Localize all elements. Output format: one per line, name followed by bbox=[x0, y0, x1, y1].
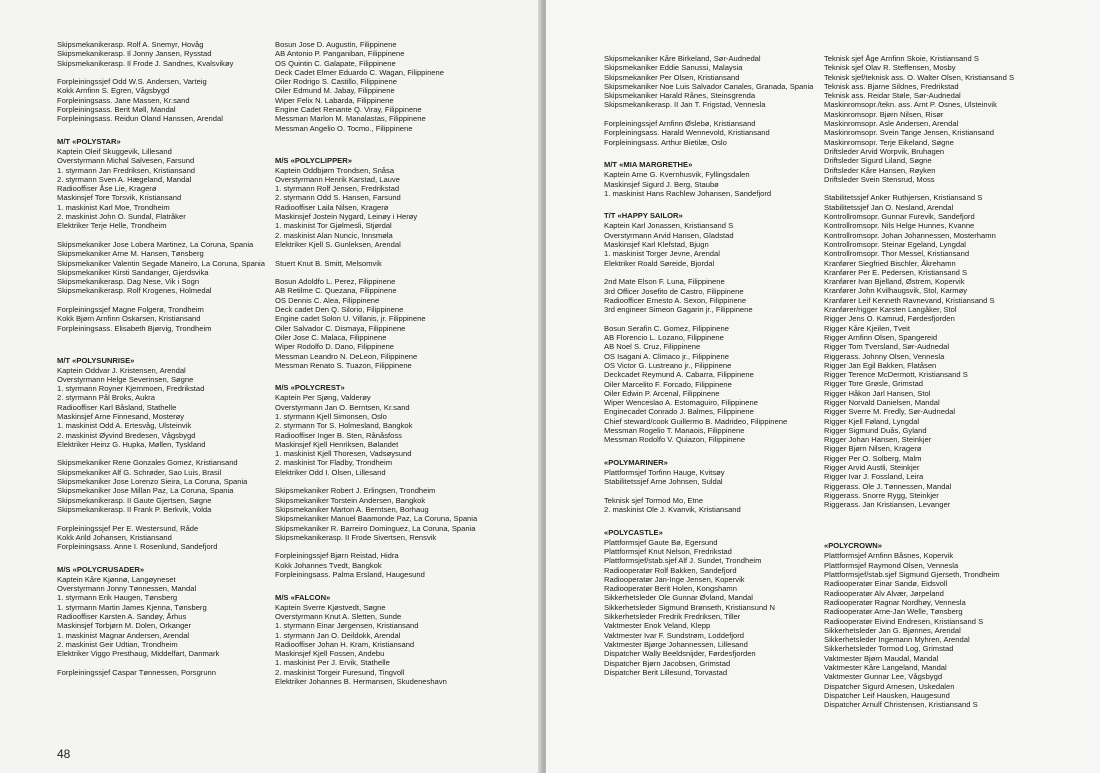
crew-entry: Plattformsjef Knut Nelson, Fredrikstad bbox=[604, 546, 732, 556]
crew-entry: Kaptein Oleif Skuggevik, Lillesand bbox=[57, 146, 172, 156]
ship-heading: «POLYMARINER» bbox=[604, 457, 668, 467]
crew-entry: Maskinromsopr. Bjørn Nilsen, Risør bbox=[824, 109, 944, 119]
crew-column-left-1 bbox=[57, 40, 265, 677]
crew-entry: Forpleiningsass. Reidun Oland Hanssen, Arendal bbox=[57, 114, 223, 124]
crew-entry: Maskinromsopr./tekn. ass. Arnt P. Osnes, Ulsteinvik bbox=[824, 100, 997, 110]
crew-entry: Kranfører Leif Kenneth Ravnevand, Kristiansand S bbox=[824, 295, 995, 305]
crew-entry: Rigger Jens O. Kamrud, Førdesfjorden bbox=[824, 314, 955, 324]
crew-entry: Skipsmekaniker Torstein Andersen, Bangkok bbox=[275, 495, 426, 505]
crew-entry: Rigger Ivar J. Fossland, Leira bbox=[824, 472, 924, 482]
spacer bbox=[275, 142, 477, 151]
crew-entry: Skipsmekanikerasp. Rolf Krogenes, Holmedal bbox=[57, 286, 212, 296]
crew-entry: Rigger Terence McDermott, Kristiansand S bbox=[824, 370, 968, 380]
spacer bbox=[57, 514, 265, 523]
crew-entry: Forpleiningsass. Jane Massen, Kr.sand bbox=[57, 95, 190, 105]
crew-entry: Maskinsjef Tore Torsvik, Kristiansand bbox=[57, 193, 182, 203]
crew-entry: Rigger Sigmund Duås, Gyland bbox=[824, 425, 927, 435]
spacer bbox=[57, 658, 265, 667]
crew-entry: AB Antonio P. Panganiban, Filippinene bbox=[275, 49, 405, 59]
crew-entry: Skipsmekaniker Jose Lobera Martinez, La Coruna, Spania bbox=[57, 239, 254, 249]
spacer bbox=[604, 110, 813, 119]
crew-entry: Kokk Arnfinn S. Egren, Vågsbygd bbox=[57, 86, 170, 96]
crew-entry: AB Florencio L. Lozano, Filippinene bbox=[604, 333, 724, 343]
crew-entry: Oiler Marcelito F. Forcado, Filippinene bbox=[604, 379, 732, 389]
crew-entry: Rigger Kjell Føland, Lyngdal bbox=[824, 416, 920, 426]
crew-entry: Kaptein Oddbjørn Trondsen, Snåsa bbox=[275, 165, 395, 175]
crew-entry: Dispatcher Berit Lillesund, Torvastad bbox=[604, 667, 728, 677]
crew-entry: 2. styrmann Odd S. Hansen, Farsund bbox=[275, 193, 401, 203]
crew-column-left-2 bbox=[275, 40, 477, 686]
crew-entry: Kaptein Kåre Kjønnø, Langøyneset bbox=[57, 574, 176, 584]
crew-entry: Overstyrmann Helge Severinsen, Søgne bbox=[57, 374, 194, 384]
crew-entry: Kokk Bjørn Arnfinn Oskarsen, Kristiansand bbox=[57, 314, 201, 324]
crew-entry: Deck Cadet Elmer Eduardo C. Wagan, Filippinene bbox=[275, 67, 444, 77]
crew-entry: Elektriker Terje Helle, Trondheim bbox=[57, 221, 167, 231]
page-number: 48 bbox=[57, 747, 71, 761]
crew-entry: 1. maskinist Tor Gjølmesli, Stjørdal bbox=[275, 221, 392, 231]
crew-entry: Maskinromsopr. Terje Eikeland, Søgne bbox=[824, 137, 954, 147]
crew-entry: 1. styrmann Rolf Jensen, Fredrikstad bbox=[275, 184, 400, 194]
crew-entry: OS Victor G. Lustreano jr., Filippinene bbox=[604, 360, 732, 370]
crew-entry: Kaptein Arne G. Kvernhusvik, Fyllingsdalen bbox=[604, 170, 750, 180]
crew-entry: Elektriker Viggo Presthaug, Middelfart, Danmark bbox=[57, 649, 220, 659]
spacer bbox=[275, 249, 477, 258]
crew-entry: Skipsmekanikerasp. Dag Nese, Vik i Sogn bbox=[57, 277, 200, 287]
crew-entry: Forpleiningssjef Per E. Westersund, Råde bbox=[57, 523, 199, 533]
crew-entry: Enginecadet Conrado J. Balmes, Filippinene bbox=[604, 407, 754, 417]
crew-entry: Overstyrmann Jan O. Berntsen, Kr.sand bbox=[275, 402, 410, 412]
crew-column-right-1 bbox=[604, 54, 813, 677]
crew-entry: Skipsmekaniker Marton A. Berntsen, Borhaug bbox=[275, 504, 429, 514]
crew-entry: 2. styrmann Pål Broks, Aukra bbox=[57, 393, 155, 403]
spacer bbox=[604, 198, 813, 207]
crew-entry: Radiooffiser Inger B. Sten, Rånåsfoss bbox=[275, 430, 402, 440]
crew-entry: Rigger Håkon Jarl Hansen, Stol bbox=[824, 388, 931, 398]
crew-entry: Vaktmester Kåre Langeland, Mandal bbox=[824, 663, 947, 672]
crew-entry: Engine cadet Solon U. Villanis, jr. Filippinene bbox=[275, 314, 426, 324]
crew-entry: Radioofficer Ernesto A. Sexon, Filippinene bbox=[604, 295, 747, 305]
crew-entry: Skipsmekaniker Rene Gonzales Gomez, Kristiansand bbox=[57, 458, 238, 468]
crew-entry: 2. maskinist Geir Udtian, Trondheim bbox=[57, 639, 178, 649]
crew-entry: Radiooperatør Ragnar Nordhøy, Vennesla bbox=[824, 597, 966, 607]
crew-entry: Kokk Arild Johansen, Kristiansand bbox=[57, 532, 172, 542]
spacer bbox=[275, 542, 477, 551]
crew-entry: Forpleiningsass. Arthur Bietilæ, Oslo bbox=[604, 137, 727, 147]
crew-entry: Rigger Arnfinn Olsen, Spangereid bbox=[824, 332, 938, 342]
crew-entry: Engine Cadet Renante Q. Viray, Filippinene bbox=[275, 105, 422, 115]
crew-entry: Overstyrmann Henrik Karstad, Lauve bbox=[275, 174, 400, 184]
spacer bbox=[57, 124, 265, 133]
crew-entry: Riggerass. Johnny Olsen, Vennesla bbox=[824, 351, 945, 361]
crew-entry: Teknisk ass. Reidar Støle, Sør-Audnedal bbox=[824, 91, 961, 101]
crew-entry: Maskinromsopr. Svein Tange Jensen, Kristiansand bbox=[824, 128, 994, 138]
spacer bbox=[824, 184, 1014, 193]
crew-entry: 2. maskinist Torgeir Furesund, Tingvoll bbox=[275, 667, 405, 677]
crew-entry: 1. maskinist Magnar Andersen, Arendal bbox=[57, 630, 190, 640]
crew-entry: Messman Marlon M. Manalastas, Filippinene bbox=[275, 114, 426, 124]
crew-entry: Deck cadet Den Q. Silorio, Filippinene bbox=[275, 305, 404, 315]
crew-entry: Skipsmekaniker Eddie Sanussi, Malaysia bbox=[604, 63, 743, 73]
crew-entry: Teknisk sjef Åge Arnfinn Skoie, Kristiansand S bbox=[824, 54, 979, 63]
spacer bbox=[57, 231, 265, 240]
crew-entry: Kranfører Per E. Pedersen, Kristiansand S bbox=[824, 267, 968, 277]
crew-entry: Elektriker Roald Søreide, Bjordal bbox=[604, 258, 715, 268]
crew-entry: Rigger Norvald Danielsen, Mandal bbox=[824, 397, 940, 407]
crew-entry: Stuert Knut B. Smitt, Melsomvik bbox=[275, 258, 382, 268]
spacer bbox=[275, 370, 477, 379]
crew-entry: Skipsmekanikerasp. II Frank P. Berkvik, Volda bbox=[57, 504, 212, 514]
crew-entry: Elektriker Kjell S. Gunleksen, Arendal bbox=[275, 239, 401, 249]
crew-entry: Wiper Rodolfo D. Dano, Filippinene bbox=[275, 342, 395, 352]
crew-entry: Messman Angelio O. Tocmo., Filippinene bbox=[275, 123, 413, 133]
left-page bbox=[0, 0, 542, 773]
spacer bbox=[604, 445, 813, 454]
crew-entry: OS Dennis C. Alea, Filippinene bbox=[275, 295, 380, 305]
crew-entry: 2. maskinist Øyvind Bredesen, Vågsbygd bbox=[57, 430, 196, 440]
crew-entry: Sikkerhetsleder Ingemann Myhren, Arendal bbox=[824, 635, 970, 645]
crew-entry: Bosun Serafin C. Gomez, Filippinene bbox=[604, 323, 729, 333]
crew-entry: Sikkerhetsleder Tormod Log, Grimstad bbox=[824, 644, 954, 654]
crew-entry: Wiper Wenceslao A. Estomaguiro, Filippinene bbox=[604, 398, 758, 408]
crew-entry: Oiler Edwin P. Arcenal, Filippinene bbox=[604, 388, 720, 398]
crew-entry: Sikkerhetsleder Fredrik Fredriksen, Tiller bbox=[604, 612, 741, 622]
spacer bbox=[604, 314, 813, 323]
crew-entry: 1. maskinist Karl Moe, Trondheim bbox=[57, 202, 170, 212]
crew-entry: Forpleiningsass. Harald Wennevold, Kristiansand bbox=[604, 128, 770, 138]
crew-entry: Teknisk ass. Bjarne Sildnes, Fredrikstad bbox=[824, 81, 959, 91]
spacer bbox=[275, 579, 477, 588]
crew-entry: Messman Renato S. Tuazon, Filippinene bbox=[275, 360, 412, 370]
crew-entry: 2nd Mate Elson F. Luna, Filippinene bbox=[604, 277, 725, 287]
spacer bbox=[57, 449, 265, 458]
crew-entry: Dispatcher Leif Hausken, Haugesund bbox=[824, 690, 950, 700]
crew-entry: Skipsmekaniker R. Barreiro Dominguez, La Coruna, Spania bbox=[275, 523, 476, 533]
crew-entry: 2. styrmann Tor S. Holmesland, Bangkok bbox=[275, 421, 413, 431]
crew-entry: Bosun Adoldfo L. Perez, Filippinene bbox=[275, 277, 396, 287]
crew-entry: Driftsleder Kåre Hansen, Røyken bbox=[824, 165, 936, 175]
crew-entry: Skipsmekaniker Kirsti Sandanger, Gjerdsvika bbox=[57, 267, 209, 277]
crew-entry: Radiooperatør Berit Holen, Kongshamn bbox=[604, 584, 737, 594]
crew-entry: Plattformsjef/stab.sjef Sigmund Gjerseth, Trondheim bbox=[824, 570, 1000, 580]
crew-entry: Radiooffiser Laila Nilsen, Kragerø bbox=[275, 202, 389, 212]
crew-entry: Driftsleder Svein Stensrud, Moss bbox=[824, 174, 935, 184]
crew-entry: Kontrollromsopr. Thor Messel, Kristiansand bbox=[824, 249, 970, 259]
crew-entry: Overstyrmann Jonny Tønnessen, Mandal bbox=[57, 584, 197, 594]
crew-entry: Plattformsjef Torfinn Hauge, Kvitsøy bbox=[604, 467, 725, 477]
crew-entry: Skipsmekanikerasp. Il Frode J. Sandnes, Kvalsvikøy bbox=[57, 58, 234, 68]
crew-entry: Skipsmekaniker Harald Rånes, Steinsgrenda bbox=[604, 91, 756, 101]
crew-entry: Teknisk sjef/teknisk ass. O. Walter Olsen, Kristiansand S bbox=[824, 72, 1015, 82]
crew-entry: 1. styrmann Kjell Simonsen, Oslo bbox=[275, 411, 387, 421]
ship-heading: T/T «HAPPY SAILOR» bbox=[604, 211, 683, 221]
spacer bbox=[824, 510, 1014, 519]
crew-entry: Skipsmekanikerasp. II Gaute Gjertsen, Søgne bbox=[57, 495, 212, 505]
spacer bbox=[57, 342, 265, 351]
crew-entry: Sikkerhetsleder Ole Gunnar Øvland, Mandal bbox=[604, 593, 753, 603]
crew-entry: Forpleiningsass. Elisabeth Bjørvig, Trondheim bbox=[57, 323, 212, 333]
crew-entry: Riggerass. Ole J. Tønnessen, Mandal bbox=[824, 481, 952, 491]
crew-entry: Skipsmekaniker Valentin Segade Maneiro, La Coruna, Spania bbox=[57, 258, 265, 268]
crew-entry: Elektriker Heinz G. Hupka, Møllen, Tyskland bbox=[57, 439, 206, 449]
crew-entry: Rigger Johan Hansen, Steinkjer bbox=[824, 435, 932, 445]
crew-entry: 3rd Officer Josefito de Castro, Filippinene bbox=[604, 286, 744, 296]
crew-entry: AB Retilme C. Quezana, Filippinene bbox=[275, 286, 397, 296]
crew-entry: Kranfører John Kvilhaugsvik, Stol, Karmøy bbox=[824, 286, 968, 296]
crew-entry: Elektriker Odd I. Olsen, Lillesand bbox=[275, 467, 386, 477]
crew-entry: Forpleiningsass. Berit Møll, Mandal bbox=[57, 105, 176, 115]
crew-entry: Dispatcher Sigurd Arnesen, Uskedalen bbox=[824, 681, 955, 691]
crew-entry: Dispatcher Wally Beeldsnijder, Førdesfjorden bbox=[604, 649, 756, 659]
crew-entry: Plattformsjef Arnfinn Båsnes, Kopervik bbox=[824, 551, 954, 561]
ship-heading: M/T «POLYSUNRISE» bbox=[57, 355, 135, 365]
spacer bbox=[275, 477, 477, 486]
crew-entry: Skipsmekaniker Jose Millan Paz, La Coruna, Spania bbox=[57, 486, 234, 496]
crew-entry: Forpleiningsass. Anne I. Rosenlund, Sandefjord bbox=[57, 542, 218, 552]
crew-entry: 1. styrmann Jan Fredriksen, Kristiansand bbox=[57, 165, 196, 175]
crew-entry: Kontrollromsopr. Steinar Egeland, Lyngdal bbox=[824, 239, 966, 249]
crew-entry: Messman Leandro N. DeLeon, Filippinene bbox=[275, 351, 418, 361]
crew-entry: Riggerass. Snorre Rygg, Steinkjer bbox=[824, 490, 939, 500]
crew-entry: Oiler Rodrigo S. Castillo, Filippinene bbox=[275, 77, 397, 87]
crew-entry: 1. maskinist Torger Jevne, Arendal bbox=[604, 249, 720, 259]
crew-entry: Maskinsjef Kjell Henriksen, Bølandet bbox=[275, 439, 399, 449]
spacer bbox=[57, 68, 265, 77]
crew-entry: Vaktmester Enok Veland, Klepp bbox=[604, 621, 711, 631]
crew-entry: 1. maskinist Kjell Thoresen, Vadsøysund bbox=[275, 449, 412, 459]
ship-heading: M/S «POLYCRUSADER» bbox=[57, 564, 145, 574]
crew-entry: Sikkerhetsleder Jan G. Bjønnes, Arendal bbox=[824, 625, 961, 635]
crew-entry: Kontrollromsopr. Gunnar Furevik, Sandefjord bbox=[824, 212, 975, 222]
crew-entry: Chief steward/cook Guillermo B. Madrideo, Filippinene bbox=[604, 416, 788, 426]
crew-entry: Kaptein Karl Jonassen, Kristiansand S bbox=[604, 221, 734, 231]
ship-heading: M/S «FALCON» bbox=[275, 592, 331, 602]
crew-entry: Radiooffiser Karsten A. Sandøy, Århus bbox=[57, 611, 187, 621]
crew-entry: Radiooperatør Alv Alvær, Jørpeland bbox=[824, 588, 944, 598]
crew-entry: Forpleiningssjef Bjørn Reistad, Hidra bbox=[275, 551, 399, 561]
crew-entry: Skipsmekanikerasp. II Jan T. Frigstad, Vennesla bbox=[604, 100, 766, 110]
crew-entry: 2. maskinist Alan Nuncic, Innsmøla bbox=[275, 230, 393, 240]
spacer bbox=[604, 514, 813, 523]
crew-entry: Maskinsjef Sigurd J. Berg, Staubø bbox=[604, 179, 719, 189]
crew-entry: Maskinsjef Jostein Nygard, Leinøy i Herøy bbox=[275, 212, 418, 222]
crew-entry: Rigger Per O. Solberg, Malm bbox=[824, 453, 922, 463]
crew-entry: Bosun Jose D. Augustin, Filippinene bbox=[275, 40, 397, 49]
crew-entry: Vaktmester Bjørn Maudal, Mandal bbox=[824, 653, 939, 663]
crew-entry: OS Quintin C. Galapate, Filippinene bbox=[275, 58, 396, 68]
crew-entry: OS Isagani A. Climaco jr., Filippinene bbox=[604, 351, 729, 361]
crew-entry: AB Noel S. Cruz, Filippinene bbox=[604, 342, 701, 352]
spacer bbox=[824, 519, 1014, 528]
crew-entry: Radiooffiser Johan H. Kram, Kristiansand bbox=[275, 639, 415, 649]
crew-entry: Wiper Felix N. Labarda, Filippinene bbox=[275, 95, 394, 105]
crew-entry: Skipsmekanikerasp. Rolf A. Snemyr, Hovåg bbox=[57, 40, 204, 49]
crew-entry: Teknisk sjef Olav R. Steffensen, Mosby bbox=[824, 63, 956, 73]
crew-entry: 2. maskinist Tor Fladby, Trondheim bbox=[275, 458, 393, 468]
crew-entry: 1. styrmann Jan O. Deildokk, Arendal bbox=[275, 630, 401, 640]
ship-heading: M/S «POLYCLIPPER» bbox=[275, 155, 352, 165]
crew-entry: 2. maskinist Ole J. Kvanvik, Kristiansand bbox=[604, 505, 741, 515]
crew-entry: Radiooperatør Eivind Endresen, Kristiansand S bbox=[824, 616, 984, 626]
crew-entry: Radiooffiser Åse Lie, Kragerø bbox=[57, 184, 157, 194]
crew-entry: Maskinsjef Torbjørn M. Dolen, Orkanger bbox=[57, 621, 192, 631]
ship-heading: M/T «MIA MARGRETHE» bbox=[604, 160, 693, 170]
crew-entry: Stabilitetssjef Anker Ruthjersen, Kristiansand S bbox=[824, 193, 983, 203]
crew-entry: Kontrollromsopr. Nils Helge Hunnes, Kvanne bbox=[824, 221, 975, 231]
crew-entry: Kaptein Oddvar J. Kristensen, Arendal bbox=[57, 365, 186, 375]
crew-entry: Skipsmekaniker Noe Luis Salvador Canales, Granada, Spania bbox=[604, 81, 814, 91]
crew-entry: Messman Rogelio T. Manaois, Filippinene bbox=[604, 425, 745, 435]
crew-entry: 1. maskinist Per J. Ervik, Stathelle bbox=[275, 658, 390, 668]
crew-entry: 2. styrmann Sven A. Hægeland, Mandal bbox=[57, 174, 192, 184]
crew-entry: Kaptein Sverre Kjøstvedt, Søgne bbox=[275, 602, 386, 612]
crew-entry: Radiooperatør Rolf Bakken, Sandefjord bbox=[604, 565, 737, 575]
ship-heading: M/T «POLYSTAR» bbox=[57, 136, 121, 146]
crew-entry: Maskinsjef Karl Klefstad, Bjugn bbox=[604, 240, 709, 250]
crew-entry: Maskinromsopr. Asle Andersen, Arendal bbox=[824, 119, 959, 129]
spacer bbox=[604, 486, 813, 495]
spacer bbox=[604, 268, 813, 277]
crew-entry: Kokk Johannes Tvedt, Bangkok bbox=[275, 560, 382, 570]
spacer bbox=[57, 551, 265, 560]
crew-entry: Forpleiningssjef Magne Folgerø, Trondheim bbox=[57, 305, 204, 315]
crew-entry: Dispatcher Arnulf Christensen, Kristiansand S bbox=[824, 700, 978, 710]
crew-entry: Rigger Tore Grøsle, Grimstad bbox=[824, 379, 924, 389]
crew-entry: Plattformsjef Raymond Olsen, Vennesla bbox=[824, 560, 959, 570]
crew-entry: 2. maskinist John O. Sundal, Flatråker bbox=[57, 212, 186, 222]
crew-entry: Messman Rodolfo V. Quiazon, Filippinene bbox=[604, 435, 746, 445]
crew-entry: 1. maskinist Odd A. Ertesvåg, Ulsteinvik bbox=[57, 421, 192, 431]
right-page bbox=[546, 0, 1100, 773]
crew-entry: Radiooffiser Karl Båsland, Stathelle bbox=[57, 402, 177, 412]
spacer bbox=[824, 528, 1014, 537]
crew-entry: Dispatcher Bjørn Jacobsen, Grimstad bbox=[604, 658, 731, 668]
crew-entry: Rigger Jan Egil Bakken, Flatåsen bbox=[824, 360, 937, 370]
crew-entry: Sikkerhetsleder Sigmund Brønseth, Kristiansund N bbox=[604, 602, 775, 612]
crew-entry: 1. styrmann Royner Kjernmoen, Fredrikstad bbox=[57, 384, 205, 394]
crew-entry: 1. styrmann Erik Haugen, Tønsberg bbox=[57, 593, 178, 603]
crew-entry: Skipsmekaniker Manuel Baamonde Paz, La Coruna, Spania bbox=[275, 514, 478, 524]
crew-entry: Skipsmekaniker Alf G. Schrøder, Sao Luis, Brasil bbox=[57, 467, 222, 477]
spacer bbox=[57, 296, 265, 305]
crew-entry: Skipsmekanikerasp. II Frode Sivertsen, Rensvik bbox=[275, 532, 437, 542]
crew-entry: Forpleiningssjef Arnfinn Øslebø, Kristiansand bbox=[604, 119, 756, 129]
crew-entry: Rigger Arvid Austli, Steinkjer bbox=[824, 463, 920, 473]
crew-entry: Plattformsjef Gaute Bø, Egersund bbox=[604, 537, 718, 547]
crew-entry: Skipsmekaniker Kåre Birkeland, Sør-Audnedal bbox=[604, 54, 761, 63]
crew-entry: Radiooperatør Einar Sandø, Eidsvoll bbox=[824, 579, 948, 589]
crew-entry: Rigger Kåre Kjeilen, Tveit bbox=[824, 323, 910, 333]
crew-entry: Rigger Tom Tversland, Sør-Audnedal bbox=[824, 342, 950, 352]
crew-entry: Plattformsjef/stab.sjef Alf J. Sundet, Trondheim bbox=[604, 556, 762, 566]
crew-entry: 1. styrmann Martin James Kjenna, Tønsberg bbox=[57, 602, 207, 612]
crew-entry: Maskinsjef Kjell Fossen, Andebu bbox=[275, 649, 385, 659]
spacer bbox=[275, 133, 477, 142]
spacer bbox=[275, 268, 477, 277]
spacer bbox=[604, 147, 813, 156]
crew-entry: Riggerass. Jan Kristiansen, Levanger bbox=[824, 500, 951, 510]
crew-entry: Skipsmekaniker Jose Lorenzo Sieira, La Coruna, Spania bbox=[57, 477, 248, 487]
crew-entry: Overstyrmann Knut A. Sletten, Sunde bbox=[275, 611, 402, 621]
ship-heading: «POLYCROWN» bbox=[824, 541, 882, 551]
crew-entry: Stabilitetssjef Arne Johnsen, Suldal bbox=[604, 477, 723, 487]
crew-entry: Radiooperatør Arne-Jan Welle, Tønsberg bbox=[824, 607, 963, 617]
crew-entry: Skipsmekaniker Per Olsen, Kristiansand bbox=[604, 72, 740, 82]
crew-entry: Rigger Bjørn Nilsen, Kragerø bbox=[824, 444, 922, 454]
crew-entry: Oiler Edmund M. Jabay, Filippinene bbox=[275, 86, 395, 96]
crew-entry: Driftsleder Arvid Worpvik, Bruhagen bbox=[824, 146, 945, 156]
crew-entry: Oiler Salvador C. Dismaya, Filippinene bbox=[275, 323, 406, 333]
crew-entry: Kaptein Per Sjøng, Valderøy bbox=[275, 393, 371, 403]
crew-entry: Overstyrmann Arvid Hansen, Gladstad bbox=[604, 230, 734, 240]
crew-entry: Teknisk sjef Tormod Mo, Etne bbox=[604, 495, 704, 505]
crew-entry: Stabilitetssjef Jan O. Nesland, Arendal bbox=[824, 202, 954, 212]
crew-entry: Elektriker Johannes B. Hermansen, Skudeneshavn bbox=[275, 677, 447, 686]
crew-entry: Driftsleder Sigurd Liland, Søgne bbox=[824, 156, 932, 166]
crew-entry: Vaktmester Ivar F. Sundstrøm, Loddefjord bbox=[604, 630, 744, 640]
crew-entry: Skipsmekaniker Arne M. Hansen, Tønsberg bbox=[57, 249, 204, 259]
crew-entry: Forpleiningssjef Caspar Tønnessen, Porsgrunn bbox=[57, 667, 216, 677]
crew-entry: Radiooperatør Jan-Inge Jensen, Kopervik bbox=[604, 574, 745, 584]
ship-heading: «POLYCASTLE» bbox=[604, 527, 663, 537]
crew-entry: Kranfører Siegfried Bischler, Åkrehamn bbox=[824, 258, 956, 268]
crew-entry: Deckcadet Reymund A. Cabarra, Filippinene bbox=[604, 370, 754, 380]
crew-entry: 1. maskinist Hans Rachlew Johansen, Sandefjord bbox=[604, 188, 772, 198]
crew-column-right-2 bbox=[824, 54, 1014, 709]
crew-entry: Rigger Sverre M. Fredly, Sør-Audnedal bbox=[824, 407, 956, 417]
crew-entry: Kranfører Ivan Bjelland, Østrem, Kopervik bbox=[824, 277, 965, 287]
crew-entry: Skipsmekanikerasp. Il Jonny Jansen, Rysstad bbox=[57, 49, 212, 59]
crew-entry: Kranfører/rigger Karsten Langåker, Stol bbox=[824, 305, 957, 315]
crew-entry: Maskinsjef Arne Finnesand, Mosterøy bbox=[57, 411, 185, 421]
crew-entry: Skipsmekaniker Robert J. Erlingsen, Trondheim bbox=[275, 486, 436, 496]
crew-entry: 3rd engineer Simeon Gagarin jr., Filippinene bbox=[604, 305, 753, 315]
crew-entry: Forpleiningssjef Odd W.S. Andersen, Varteig bbox=[57, 77, 207, 87]
crew-entry: Kontrollromsopr. Johan Johannessen, Mosterhamn bbox=[824, 230, 996, 240]
crew-entry: Overstyrmann Michal Salvesen, Farsund bbox=[57, 156, 195, 166]
crew-entry: Vaktmester Gunnar Lee, Vågsbygd bbox=[824, 672, 943, 682]
crew-entry: Forpleiningsass. Palma Ersland, Haugesund bbox=[275, 570, 425, 580]
crew-entry: Oiler Jose C. Malaca, Filippinene bbox=[275, 332, 387, 342]
crew-entry: 1. styrmann Einar Jørgensen, Kristiansand bbox=[275, 621, 419, 631]
ship-heading: M/S «POLYCREST» bbox=[275, 383, 345, 393]
spacer bbox=[57, 333, 265, 342]
crew-entry: Vaktmester Bjørge Johannessen, Lillesand bbox=[604, 639, 748, 649]
